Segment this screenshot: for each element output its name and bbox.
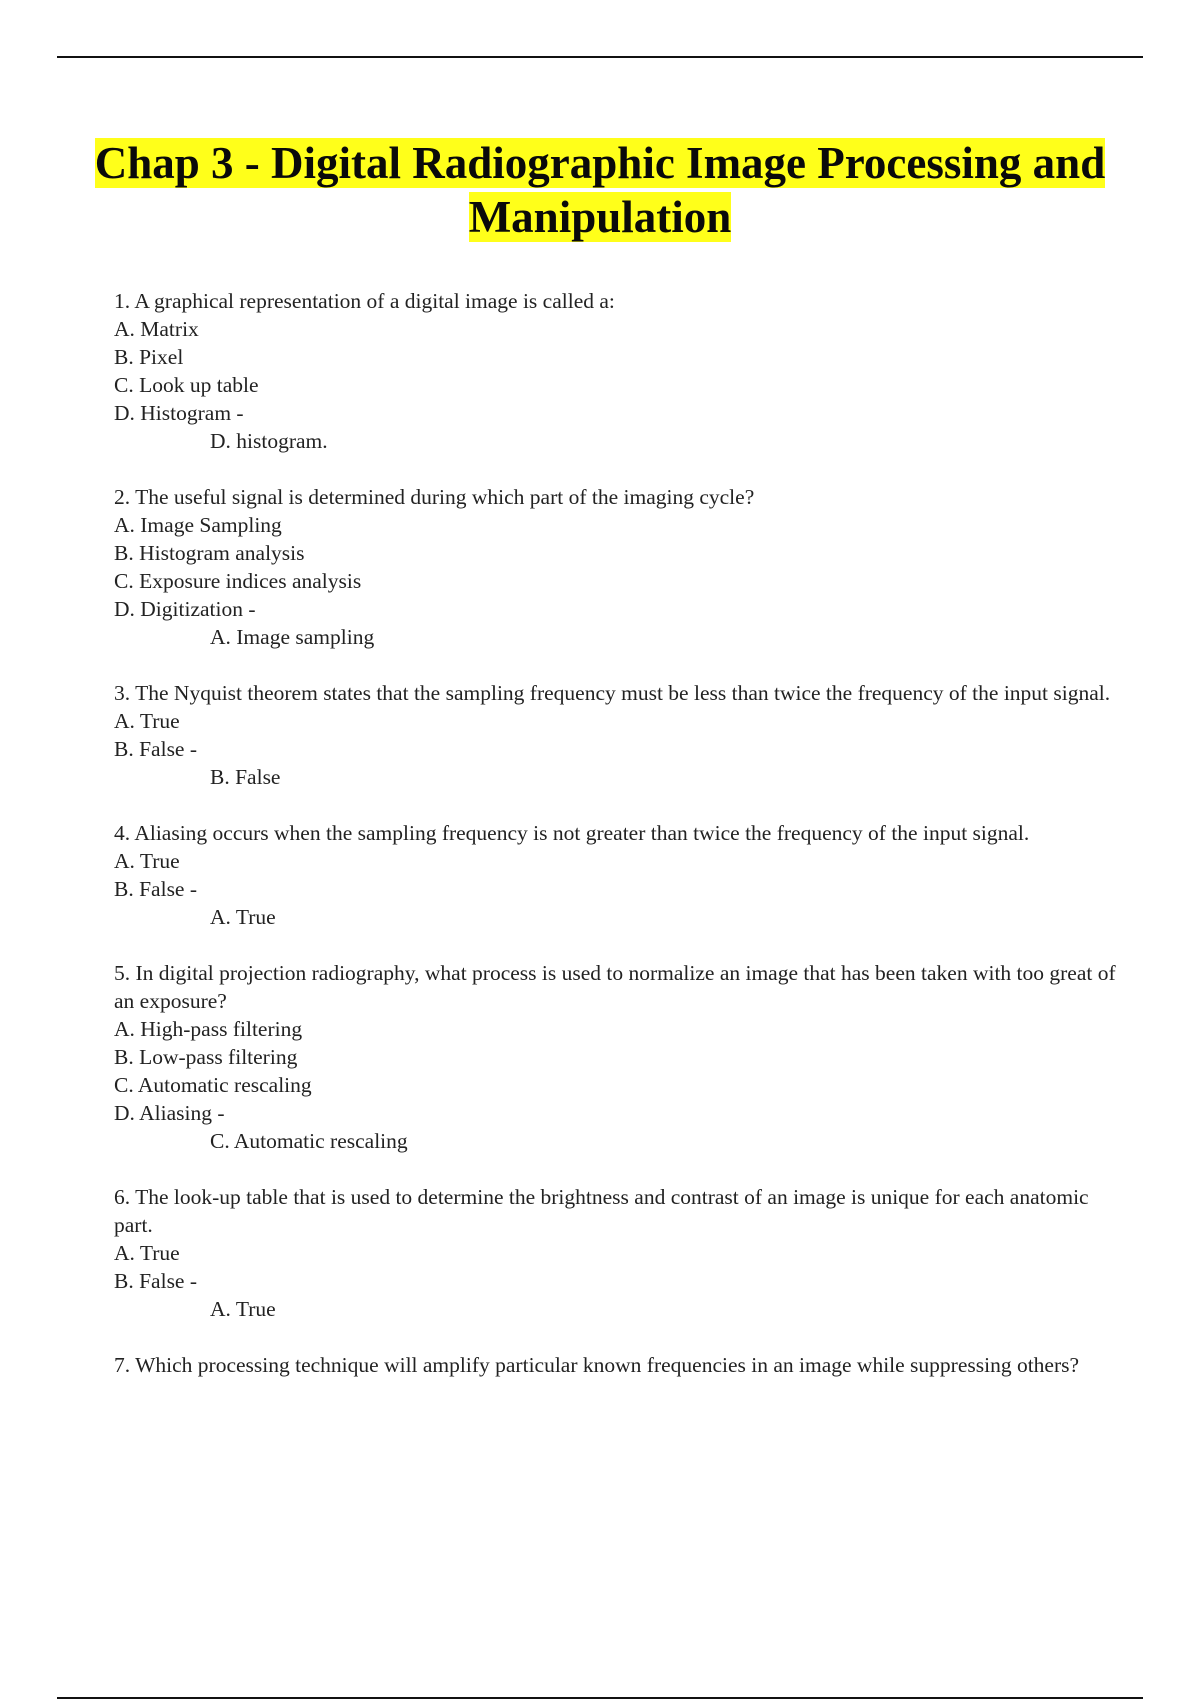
question-1 xyxy=(114,287,1124,455)
option: B. False - xyxy=(114,877,198,901)
option: B. False - xyxy=(114,737,198,761)
question-prompt: 4. Aliasing occurs when the sampling frequency is not greater than twice the frequency of the input signal. xyxy=(114,821,1030,845)
option: B. False - xyxy=(114,1269,198,1293)
option: A. True xyxy=(114,709,180,733)
question-3 xyxy=(114,679,1124,791)
option: C. Automatic rescaling xyxy=(114,1073,312,1097)
question-prompt: 2. The useful signal is determined during which part of the imaging cycle? xyxy=(114,485,755,509)
answer: A. Image sampling xyxy=(210,625,375,649)
question-prompt: 3. The Nyquist theorem states that the sampling frequency must be less than twice the frequency of the input signal. xyxy=(114,681,1111,705)
question-prompt: 6. The look-up table that is used to determine the brightness and contrast of an image is unique for each anatomic part. xyxy=(114,1185,1089,1237)
question-prompt: 5. In digital projection radiography, what process is used to normalize an image that has been taken with too great of an exposure? xyxy=(114,961,1116,1013)
answer: C. Automatic rescaling xyxy=(210,1129,408,1153)
answer: B. False xyxy=(210,765,281,789)
option: A. True xyxy=(114,1241,180,1265)
header-rule xyxy=(57,56,1143,58)
answer: A. True xyxy=(210,905,276,929)
answer: A. True xyxy=(210,1297,276,1321)
footer-rule xyxy=(57,1697,1143,1699)
option: A. Image Sampling xyxy=(114,513,282,537)
document-title: Chap 3 - Digital Radiographic Image Processing and Manipulation xyxy=(94,138,1106,242)
option: C. Exposure indices analysis xyxy=(114,569,362,593)
title-block xyxy=(57,136,1143,244)
option: B. Pixel xyxy=(114,345,184,369)
option: B. Low-pass filtering xyxy=(114,1045,298,1069)
question-2 xyxy=(114,483,1124,651)
option: C. Look up table xyxy=(114,373,259,397)
option: A. High-pass filtering xyxy=(114,1017,303,1041)
answer: D. histogram. xyxy=(210,429,328,453)
option: B. Histogram analysis xyxy=(114,541,305,565)
question-prompt: 1. A graphical representation of a digital image is called a: xyxy=(114,289,615,313)
question-5 xyxy=(114,959,1124,1155)
option: D. Aliasing - xyxy=(114,1101,225,1125)
question-7 xyxy=(114,1351,1124,1379)
option: A. True xyxy=(114,849,180,873)
question-list xyxy=(114,287,1124,1407)
option: A. Matrix xyxy=(114,317,199,341)
question-6 xyxy=(114,1183,1124,1323)
question-prompt: 7. Which processing technique will amplify particular known frequencies in an image while suppressing others? xyxy=(114,1353,1080,1377)
option: D. Histogram - xyxy=(114,401,244,425)
option: D. Digitization - xyxy=(114,597,256,621)
question-4 xyxy=(114,819,1124,931)
